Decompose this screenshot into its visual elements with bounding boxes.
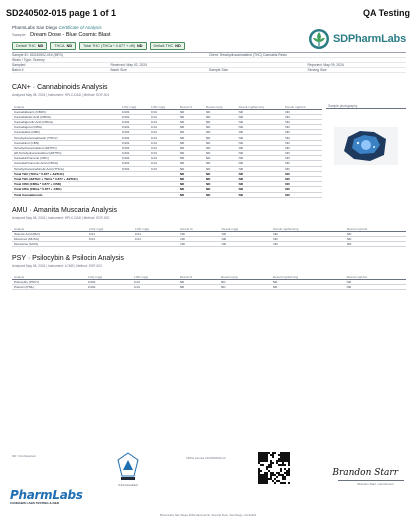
table-cell: 0.001 — [120, 125, 149, 130]
table-cell: ND — [237, 156, 284, 161]
sample-photo-panel — [326, 100, 406, 198]
table-cell: ND — [237, 166, 284, 171]
table-cell: Δ8-Tetrahydrocannabinol (Δ8THC) — [12, 151, 120, 156]
column-header: Analyte — [12, 222, 87, 231]
table-cell: 0.001 — [120, 161, 149, 166]
accreditation-seal-icon — [116, 452, 140, 482]
table-cell: ND — [178, 284, 219, 289]
table-cell: Tetrahydrocannabinolic Acid (THCA) — [12, 166, 120, 171]
table-cell: 0.01 — [132, 279, 178, 284]
table-cell: Muscarine (MUS) — [12, 241, 87, 246]
psilocybin-title: PSY · Psilocybin & Psilocin Analysis — [12, 255, 124, 262]
product-name: Dream Dose - Blue Cosmic Blast — [30, 32, 111, 38]
table-cell: ND — [204, 145, 237, 150]
table-cell: ND — [178, 176, 204, 181]
table-cell: Tetrahydrocannabinol (Δ9THC) — [12, 145, 120, 150]
pharmlabs-logo-tagline: CANNABIS LABS TESTING & R&D — [10, 501, 60, 505]
table-cell: Cannabigerol (CBG) — [12, 125, 120, 130]
column-header: LOQ mg/g — [86, 270, 132, 279]
column-header: Result mg/Unit — [345, 270, 406, 279]
lab-address: PharmLabs San Diego 3233 Hancock St. Second Floor, San Diego, CA 92110 — [159, 513, 257, 517]
table-cell: ND — [283, 145, 322, 150]
footer-note: ND = Not Detected — [12, 454, 36, 458]
table-cell: ND — [237, 114, 284, 119]
table-cell: ND — [178, 156, 204, 161]
table-cell: ND — [237, 151, 284, 156]
table-cell: 0.001 — [120, 145, 149, 150]
table-cell: ND — [237, 187, 284, 192]
table-cell: ND — [178, 109, 204, 114]
table-cell: ND — [204, 176, 237, 181]
pharmlabs-logo — [10, 488, 83, 505]
column-header: LOD mg/g — [133, 222, 179, 231]
table-cell: 0.01 — [133, 231, 179, 236]
table-row — [12, 284, 406, 289]
table-cell: ND — [178, 145, 204, 150]
table-cell: 0.01 — [149, 109, 178, 114]
lab-name-text: PharmLabs San Diego — [12, 25, 58, 30]
product-line — [12, 32, 110, 38]
table-cell: ND — [237, 140, 284, 145]
table-cell: Ibotenic Acid (IBO) — [12, 231, 87, 236]
table-cell: ND — [283, 182, 322, 187]
sdpharmlabs-logo — [308, 28, 406, 50]
cannabinoids-title: CAN+ · Cannabinoids Analysis — [12, 84, 108, 91]
table-cell: 0.001 — [120, 135, 149, 140]
table-cell: Cannabinol (CBN) — [12, 140, 120, 145]
table-cell: ND — [283, 119, 322, 124]
table-cell: 0.001 — [120, 140, 149, 145]
signature-caption: Brandon Starr, Lab Director — [357, 482, 394, 486]
table-cell: Cannabidiol (CBD) — [12, 130, 120, 135]
table-cell: 0.001 — [120, 130, 149, 135]
table-cell: ND — [204, 135, 237, 140]
column-header: Result % — [178, 222, 219, 231]
table-cell: ND — [204, 125, 237, 130]
column-header: Result mg/Unit — [283, 100, 322, 109]
table-cell: 0.001 — [120, 151, 149, 156]
table-cell: ND — [283, 192, 322, 197]
column-header: LOD mg/g — [132, 270, 178, 279]
meta-row: Batch # Batch Size Sample Size Serving Size — [12, 68, 406, 73]
cannabinoids-table — [12, 100, 322, 198]
table-cell — [120, 192, 149, 197]
table-cell: Muscimol (MUSC) — [12, 236, 87, 241]
column-header: Result % — [178, 100, 204, 109]
table-cell: ND — [283, 171, 322, 176]
table-cell: ND — [345, 231, 406, 236]
table-row — [12, 192, 322, 197]
amanita-subtitle: Analyzed May 08, 2024 | Instrument: HPLC-DAD | Method: SOP-002 — [12, 216, 110, 220]
column-header: Result mg/Serving — [271, 222, 345, 231]
table-cell: ND — [204, 140, 237, 145]
table-cell: Psilocin (PSIL) — [12, 284, 86, 289]
column-header: LOQ mg/g — [120, 100, 149, 109]
table-cell: ND — [178, 279, 219, 284]
table-cell: 0.01 — [149, 125, 178, 130]
table-cell: Cannabigerolic Acid (CBGA) — [12, 119, 120, 124]
column-header: Result mg/g — [219, 270, 271, 279]
table-cell: ND — [204, 130, 237, 135]
table-cell: ND — [204, 109, 237, 114]
table-cell — [133, 241, 179, 246]
table-cell: 0.01 — [133, 236, 179, 241]
table-cell: ND — [220, 241, 272, 246]
table-cell: ND — [345, 241, 406, 246]
table-cell: ND — [178, 171, 204, 176]
table-cell: 0.01 — [149, 114, 178, 119]
table-cell: ND — [204, 192, 237, 197]
table-cell: Total Cannabinoids — [12, 192, 120, 197]
table-cell: 0.001 — [86, 284, 132, 289]
table-cell: ND — [204, 166, 237, 171]
meta-row: Sample ID: SD240502-015 (MFD) Client: Tetrahydrocannabinol (THC) Cannabis Resin — [12, 53, 406, 58]
table-cell: ND — [178, 166, 204, 171]
photo-label: Sample photography — [326, 100, 406, 109]
table-cell: ND — [237, 176, 284, 181]
table-cell: ND — [204, 119, 237, 124]
column-header: Result mg/Unit — [345, 222, 406, 231]
table-cell: ND — [237, 130, 284, 135]
table-cell: ND — [345, 236, 406, 241]
amanita-title: AMU · Amanita Muscaria Analysis — [12, 207, 118, 214]
table-cell: Total CBG (CBGa * 0.877 + CBG) — [12, 187, 120, 192]
table-cell: 0.01 — [149, 161, 178, 166]
table-cell: ND — [178, 140, 204, 145]
table-cell: 0.001 — [120, 166, 149, 171]
table-cell: Cannabichromenic Acid (CBCA) — [12, 161, 120, 166]
table-cell: ND — [283, 109, 322, 114]
table-cell: ND — [237, 161, 284, 166]
table-cell: Total THC (Δ8THC + THCa * 0.877 + Δ9THC) — [12, 176, 120, 181]
table-cell: ND — [271, 241, 345, 246]
table-cell: ND — [219, 279, 271, 284]
table-cell: ND — [178, 114, 204, 119]
table-cell: ND — [204, 171, 237, 176]
table-cell: ND — [220, 231, 272, 236]
table-cell — [87, 241, 133, 246]
psilocybin-table — [12, 270, 406, 290]
column-header: Result mg/g — [204, 100, 237, 109]
table-cell: ND — [178, 182, 204, 187]
table-cell: 0.01 — [87, 231, 133, 236]
table-cell: ND — [283, 161, 322, 166]
table-cell: ND — [220, 236, 272, 241]
column-header: Analyte — [12, 100, 120, 109]
table-cell: ND — [283, 130, 322, 135]
sample-photo-image — [334, 127, 398, 165]
table-cell: 0.01 — [149, 145, 178, 150]
amanita-table — [12, 222, 406, 247]
table-cell: ND — [204, 156, 237, 161]
summary-badges — [12, 42, 185, 50]
table-cell: ND — [237, 109, 284, 114]
table-cell — [149, 192, 178, 197]
meta-row: Strain / Type: Gummy — [12, 58, 406, 63]
column-header: Result mg/Serving — [237, 100, 284, 109]
table-cell: 0.001 — [120, 114, 149, 119]
table-cell: Tetrahydrocannabivarin (THCV) — [12, 135, 120, 140]
product-label: Sample — [12, 32, 26, 37]
signature: Brandon Starr — [332, 468, 398, 478]
table-cell: ND — [204, 114, 237, 119]
table-cell: ND — [178, 241, 219, 246]
table-cell: ND — [178, 161, 204, 166]
qr-code-icon[interactable] — [258, 452, 290, 484]
table-cell: ND — [178, 130, 204, 135]
psilocybin-subtitle: Analyzed May 08, 2024 | Instrument: LCMS | Method: SOP-003 — [12, 264, 102, 268]
table-cell: ND — [271, 236, 345, 241]
sample-meta — [12, 52, 406, 73]
badge-total-thc: Total THC (THCa * 0.877 + d9) ND — [79, 42, 146, 50]
column-header: Analyte — [12, 270, 86, 279]
logo-text: SDPharmLabs — [333, 33, 406, 45]
report-type: QA Testing — [363, 8, 410, 18]
leaf-globe-icon — [308, 28, 330, 50]
table-cell: 0.01 — [149, 140, 178, 145]
badge-thca: THCA ND — [50, 42, 76, 50]
table-cell: ND — [237, 145, 284, 150]
column-header: LOD mg/g — [149, 100, 178, 109]
table-cell: ND — [237, 119, 284, 124]
table-cell: 0.001 — [120, 119, 149, 124]
table-cell: ND — [178, 135, 204, 140]
table-cell: ND — [237, 192, 284, 197]
badge-delta9: Delta9 THC ND — [12, 42, 47, 50]
table-cell: ND — [271, 279, 345, 284]
table-cell: ND — [219, 284, 271, 289]
table-cell: 0.01 — [149, 119, 178, 124]
pharmlabs-logo-text: PharmLabs — [10, 488, 83, 502]
table-cell: ND — [271, 284, 345, 289]
report-id: SD240502-015 page 1 of 1 — [6, 8, 117, 18]
table-cell: 0.01 — [132, 284, 178, 289]
table-cell: ND — [283, 125, 322, 130]
table-cell: ND — [271, 231, 345, 236]
table-cell: ND — [345, 284, 406, 289]
table-cell: ND — [283, 135, 322, 140]
table-cell: ND — [283, 151, 322, 156]
table-cell: ND — [345, 279, 406, 284]
table-cell: ND — [204, 151, 237, 156]
table-cell: ND — [237, 182, 284, 187]
coa-label: Certificate of Analysis — [58, 25, 102, 30]
cannabinoids-subtitle: Analyzed May 08, 2024 | Instrument: HPLC-DAD | Method: SOP-001 — [12, 93, 110, 97]
table-cell: Cannabichromene (CBC) — [12, 156, 120, 161]
table-cell: ND — [237, 125, 284, 130]
column-header: Result mg/g — [220, 222, 272, 231]
table-cell: ND — [283, 114, 322, 119]
table-cell: 0.01 — [149, 130, 178, 135]
table-cell: 0.001 — [86, 279, 132, 284]
column-header: LOQ mg/g — [87, 222, 133, 231]
table-cell: ND — [178, 187, 204, 192]
table-cell: ND — [178, 236, 219, 241]
column-header: Result mg/Serving — [271, 270, 345, 279]
accreditation-caption: PJLA Accredited — [118, 484, 138, 487]
table-cell: ND — [204, 187, 237, 192]
table-cell: ND — [204, 161, 237, 166]
table-cell: Total CBD (CBDa * 0.877 + CBD) — [12, 182, 120, 187]
table-cell: 0.001 — [120, 156, 149, 161]
column-header: Result % — [178, 270, 219, 279]
table-cell: 0.001 — [120, 109, 149, 114]
table-cell: Cannabidivarin (CBDV) — [12, 109, 120, 114]
table-cell: ND — [178, 119, 204, 124]
table-cell: 0.01 — [149, 135, 178, 140]
table-cell: ND — [283, 166, 322, 171]
table-cell: ND — [178, 231, 219, 236]
table-cell: ND — [204, 182, 237, 187]
table-cell: ND — [283, 176, 322, 181]
table-cell: 0.01 — [149, 151, 178, 156]
table-cell: ND — [178, 125, 204, 130]
lab-name — [12, 25, 102, 30]
table-cell: ND — [283, 187, 322, 192]
table-cell: ND — [283, 156, 322, 161]
table-cell: ND — [283, 140, 322, 145]
table-cell: 0.01 — [149, 156, 178, 161]
signature-line — [338, 480, 404, 481]
table-cell: Total THC (THCa * 0.877 + Δ9THC) — [12, 171, 120, 176]
table-row — [12, 241, 406, 246]
table-cell: ND — [237, 135, 284, 140]
table-cell: 0.01 — [87, 236, 133, 241]
table-cell: ND — [178, 192, 204, 197]
license-note: CDPH License C8-0000015-LIC — [186, 456, 226, 460]
table-cell: ND — [237, 171, 284, 176]
table-cell: Psilocybin (PSCY) — [12, 279, 86, 284]
meta-row: Sampled Received: May 02, 2024 Reported: May 09, 2024 — [12, 63, 406, 68]
table-cell: ND — [178, 151, 204, 156]
table-cell: Cannabidiolic Acid (CBDA) — [12, 114, 120, 119]
badge-delta8: Delta8 THC ND — [150, 42, 185, 50]
table-cell: 0.01 — [149, 166, 178, 171]
